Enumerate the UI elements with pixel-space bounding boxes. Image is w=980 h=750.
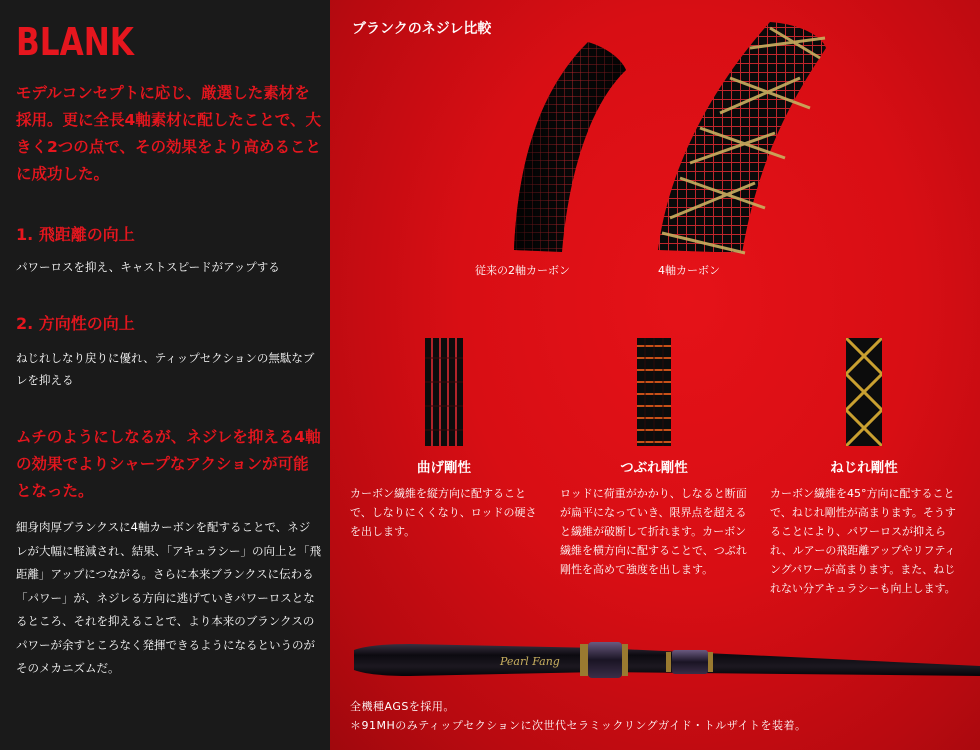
feature-title-bend: 曲げ剛性 — [417, 460, 471, 476]
section-title: BLANK — [16, 20, 134, 64]
4-axis-carbon-blank-illustration — [650, 18, 830, 263]
footer-line-2: ＊91MHのみティップセクションに次世代セラミックリングガイド・トルザイトを装着。 — [350, 719, 807, 732]
2-axis-carbon-blank-illustration — [500, 40, 630, 260]
rod-logo-mark: Pearl Fang — [500, 655, 560, 668]
highlight-text: ムチのようにしなるが、ネジレを抑える4軸の効果でよりシャープなアクションが可能となった。 — [16, 428, 321, 500]
lead-text: モデルコンセプトに応じ、厳選した素材を採用。更に全長4軸素材に配したことで、大きく2つの点で、その効果をより高めることに成功した。 — [16, 84, 321, 183]
point2-heading: 2. 方向性の向上 — [16, 314, 135, 333]
feature-desc-torsion: カーボン繊維を45°方向に配することで、ねじれ剛性が高まります。そうすることにより、パワーロスが抑えられ、ルアーの飛距離アップやリフティングパワーが高まります。また、ねじれない分アキュラシーも向上します。 — [770, 487, 956, 595]
feature-title-crush: つぶれ剛性 — [620, 460, 688, 476]
body-text: 細身肉厚ブランクスに4軸カーボンを配することで、ネジレが大幅に軽減され、結果、「アキュラシー」の向上と「飛距離」アップにつながる。さらに本来ブランクスに伝わる「パワー」が、ネジレる方向に逃げていきパワーロスとなるところ、それを抑えることで、より本来のブランクスのパワーが余すところなく発揮できるようになるというのがそのメカニズムだ。 — [16, 520, 321, 675]
caption-2-axis: 従来の2軸カーボン — [475, 264, 570, 277]
left-panel — [0, 0, 330, 750]
feature-title-torsion: ねじれ剛性 — [830, 460, 898, 476]
point1-text: パワーロスを抑え、キャストスピードがアップする — [16, 260, 280, 274]
footer-line-1: 全機種AGSを採用。 — [350, 700, 455, 713]
point1-heading: 1. 飛距離の向上 — [16, 225, 135, 244]
torsion-stiffness-swatch — [846, 338, 882, 446]
comparison-title: ブランクのネジレ比較 — [352, 21, 492, 37]
bend-stiffness-swatch — [425, 338, 463, 446]
caption-4-axis: 4軸カーボン — [658, 264, 720, 277]
feature-desc-bend: カーボン繊維を縦方向に配することで、しなりにくくなり、ロッドの硬さを出します。 — [350, 487, 537, 538]
feature-desc-crush: ロッドに荷重がかかり、しなると断面が扁平になっていき、限界点を超えると繊維が破断して折れます。カーボン繊維を横方向に配することで、つぶれ剛性を高めて強度を出します。 — [560, 487, 747, 576]
rod-blank-photo — [350, 632, 980, 690]
point2-text: ねじれしなり戻りに優れ、ティップセクションの無駄なブレを抑える — [16, 351, 315, 387]
crush-stiffness-swatch — [637, 338, 671, 446]
